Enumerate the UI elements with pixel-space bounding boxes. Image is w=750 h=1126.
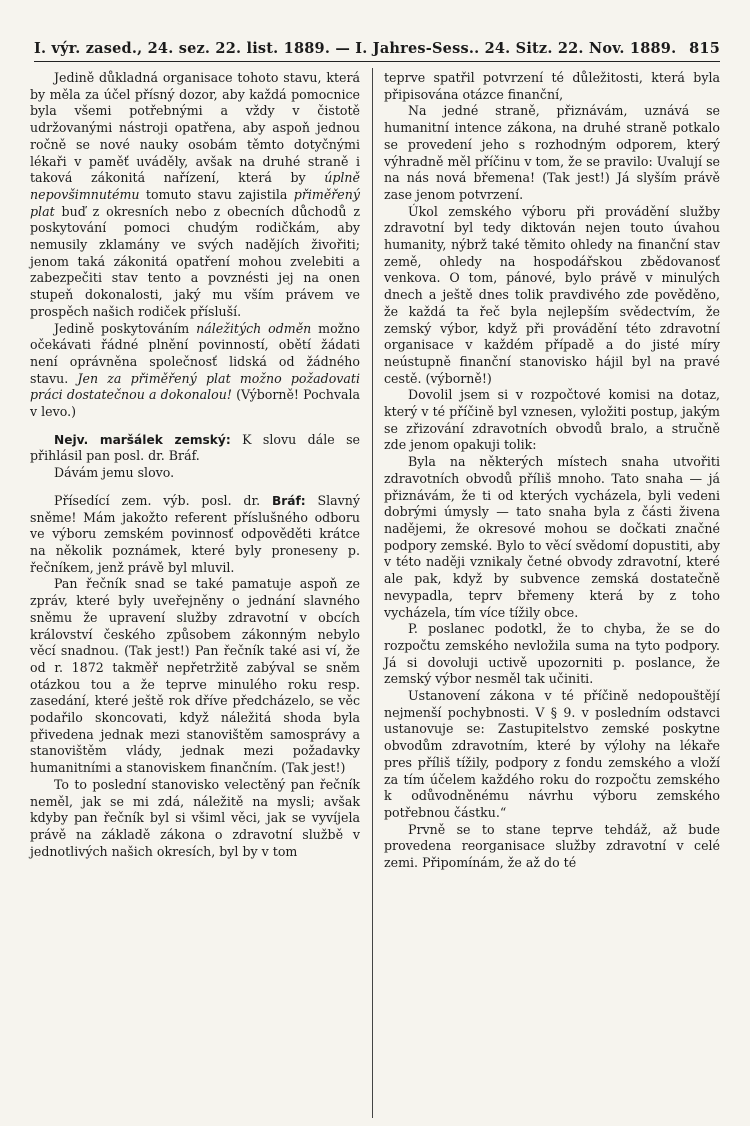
page-header	[34, 32, 720, 62]
text-run: buď z okresních nebo z obecních důchodů z poskytování pomoci chudým rodičkám, aby nemusily zklamány ve svých nadějích živořiti; jenom taká zákonitá opatření mohou zvelebiti a zabezpečiti stav tento a povznésti jej na onen stupeň dokonalosti, jaký mu vším právem ve prospěch našich rodiček přísluší.	[30, 203, 360, 319]
text-run: Byla na některých místech snaha utvořiti zdravotních obvodů příliš mnoho. Tato snaha — já přiznávám, že ti od kterých vycházela, byli vedeni dobrými úmysly — tato snaha byla z části živena nadějemi, že okresové mohou se dočkati značné podpory zemské. Bylo to věcí svědomí dopustiti, aby v této naději vznikaly četné obvody zdravotní, které ale pak, když by subvence zemská dostatečně nevypadla, teprv břemeny která by z toho vycházela, tím více tížily obce.	[384, 454, 720, 620]
paragraph	[30, 576, 360, 776]
paragraph	[384, 103, 720, 203]
text-run: Jedině poskytováním	[54, 320, 197, 336]
left-column	[30, 70, 360, 860]
text-run: teprve spatřil potvrzení té důležitosti, která byla připisována otázce finanční,	[384, 70, 720, 102]
paragraph	[30, 493, 360, 577]
column-divider	[372, 68, 373, 1118]
italic-run: náležitých odměn	[196, 320, 312, 336]
paragraph	[384, 454, 720, 621]
paragraph	[384, 688, 720, 822]
paragraph	[384, 822, 720, 872]
text-run: Dávám jemu slovo.	[54, 465, 175, 481]
speaker-name: Nejv. maršálek zemský:	[54, 432, 231, 447]
text-run: Dovolil jsem si v rozpočtové komisi na dotaz, který v té příčině byl vznesen, vyložiti postup, jakým se zřizování zdravotních obvodů bralo, a stručně zde jenom opakuji tolik:	[384, 387, 720, 453]
text-run: možno očekávati řádné plnění povinností, obětí žádati není oprávněna společnosť lidská od žádného stavu.	[30, 320, 360, 386]
paragraph	[384, 621, 720, 688]
text-run: To to poslední stanovisko velectěný pan řečník neměl, jak se mi zdá, náležitě na mysli; avšak kdyby pan řečník byl si všiml věci, jak se vyvíjela právě na základě zákona o zdravotní službě v jednotlivých našich okresích, byl by v tom	[30, 776, 360, 859]
text-run: Ustanovení zákona v té příčině nedopouštějí nejmenší pochybnosti. V § 9. v posledním odstavci ustanovuje se: Zastupitelstvo zemské poskytne obvodům zdravotním, které by výlohy na lékaře pres příliš tížily, podpory z fondu zemského a vloží za tím účelem každého roku do rozpočtu zemského k odůvodněnému návrhu výboru zemského potřebnou částku.“	[384, 688, 720, 820]
italic-run: úplně nepovšimnutému	[30, 170, 360, 202]
paragraph	[384, 70, 720, 103]
paragraph	[30, 465, 360, 482]
speaker-name: Bráf:	[271, 493, 306, 508]
text-run: Přísedící zem. výb. posl. dr.	[54, 492, 272, 508]
running-head: I. výr. zased., 24. sez. 22. list. 1889. — I. Jahres-Sess.. 24. Sitz. 22. Nov. 1889.	[34, 40, 677, 57]
text-run: Pan řečník snad se také pamatuje aspoň ze zpráv, které byly uveřejněny o jednání slavného sněmu že upravení služby zdravotní v obcích království českého způsobem zákonným nebylo věcí snadnou. (Tak jest!) Pan řečník také asi ví, že od r. 1872 takměř nepřetržitě zabýval se sněm otázkou tou a že teprve minulého roku resp. zasedání, které ještě rok dříve předcházelo, se věc podařilo skoncovati, když náležitá shoda byla přivedena jednak mezi stanovištěm samosprávy a stanovištěm vlády, jednak mezi požadavky humanitními a stanoviskem finančním. (Tak jest!)	[30, 576, 360, 776]
text-run: K slovu dále se přihlásil pan posl. dr. Bráf.	[30, 431, 361, 464]
italic-run: přiměřený plat	[30, 186, 360, 219]
italic-run: Jen za přiměřený plat možno požadovati práci dostatečnou a dokonalou!	[30, 370, 360, 403]
paragraph	[30, 321, 360, 421]
text-run: Jedině důkladná organisace tohoto stavu, která by měla za účel přísný dozor, aby každá pomocnice byla všemi potřebnými a vždy v čistotě udržovanými nástroji opatřena, aby aspoň jednou ročně se nové nauky osobám těmto dotyčnými lékaři v paměť uváděly, avšak na druhé straně i taková zákonitá nařízení, která by	[30, 70, 360, 186]
right-column	[384, 70, 720, 872]
text-run: Prvně se to stane teprve tehdáž, až bude provedena reorganisace služby zdravotní v celé zemi. Připomínám, že až do té	[384, 821, 720, 871]
paragraph	[384, 387, 720, 454]
text-run: Slavný sněme! Mám jakožto referent příslušného odboru ve výboru zemském povinnosť odpověděti krátce na několik poznámek, které byly proneseny p. řečníkem, jenž právě byl mluvil.	[30, 492, 360, 575]
text-run: Úkol zemského výboru při provádění služby zdravotní byl tedy diktován nejen touto úvahou humanity, nýbrž také těmito ohledy na finanční stav země, ohledy na hospodářskou zbědovanosť venkova. O tom, pánové, bylo právě v minulých dnech a ještě dnes tolik pravdivého zde pověděno, že každá ta řeč byla nejlepším svědectvím, že zemský výbor, když při provádění této zdravotní organisace v každém případě a do jisté míry neústupně finanční stanovisko hájil byl na pravé cestě. (výborně!)	[384, 203, 720, 386]
page-number: 815	[689, 40, 720, 57]
text-run: Na jedné straně, přiznávám, uznává se humanitní intence zákona, na druhé straně potkalo se provedení jeho s rozhodným odporem, který výhradně měl příčinu v tom, že se pravilo: Uvalují se na nás nová břemena! (Tak jest!) Já slyším právě zase jenom potvrzení.	[384, 103, 720, 202]
paragraph	[30, 432, 360, 465]
text-run: (Výborně! Pochvala v levo.)	[30, 387, 361, 420]
paragraph	[30, 777, 360, 861]
text-run: P. poslanec podotkl, že to chyba, že se do rozpočtu zemského nevložila suma na tyto podpory. Já si dovoluji uctivě upozorniti p. poslance, že zemský výbor nesměl tak učiniti.	[384, 621, 720, 687]
paragraph	[30, 70, 360, 321]
text-run: tomuto stavu zajistila	[139, 186, 294, 202]
paragraph	[384, 204, 720, 388]
